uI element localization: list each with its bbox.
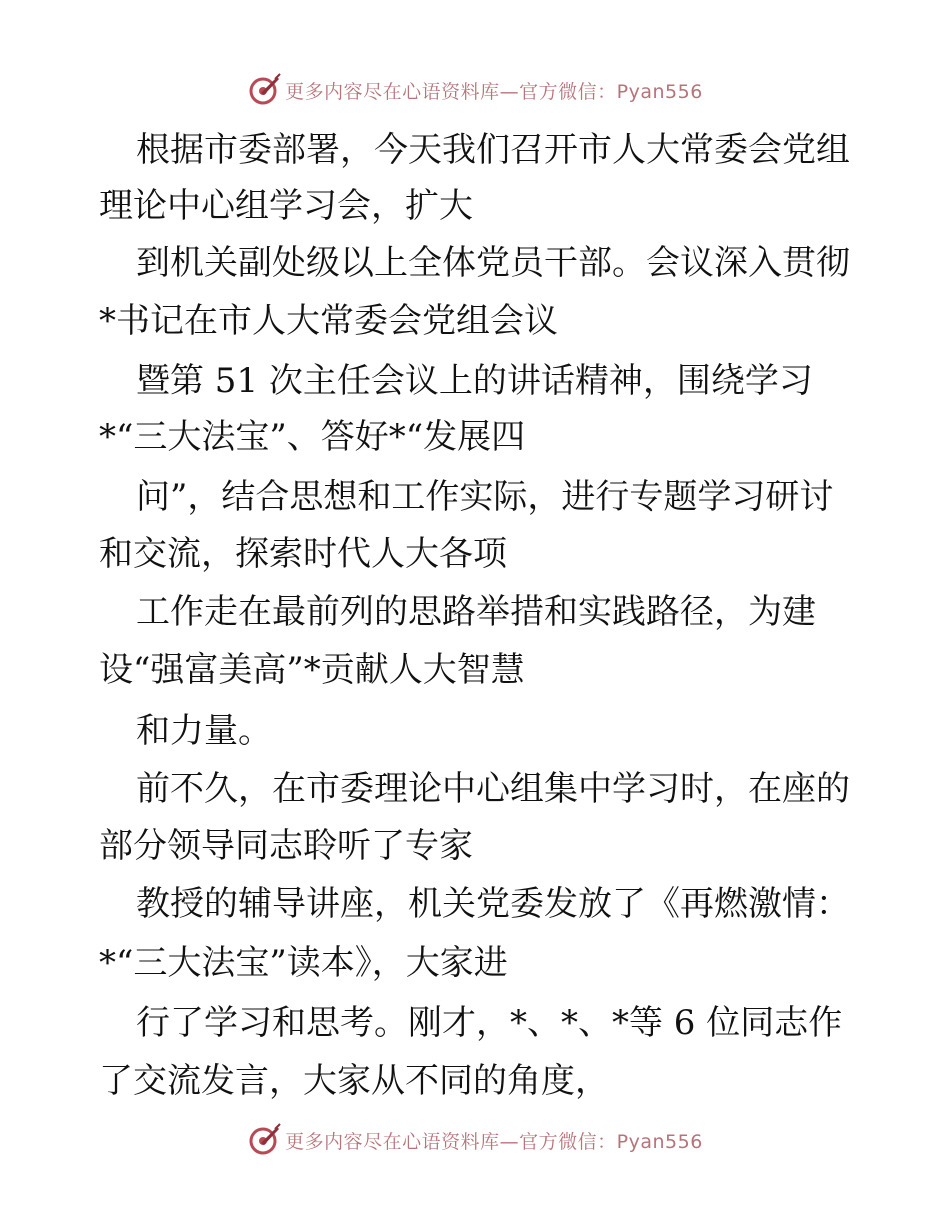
body-line: *“三大法宝”、答好*“发展四: [99, 417, 526, 457]
body-line: 理论中心组学习会，扩大: [99, 186, 473, 226]
body-line: 暨第 51 次主任会议上的讲话精神，围绕学习: [136, 361, 813, 401]
body-line: 到机关副处级以上全体党员干部。会议深入贯彻: [136, 243, 850, 283]
body-line: 和交流，探索时代人大各项: [99, 534, 507, 574]
body-line: 根据市委部署，今天我们召开市人大常委会党组: [136, 130, 850, 170]
body-line: 前不久，在市委理论中心组集中学习时，在座的: [136, 769, 850, 809]
body-line: 设“强富美高”*贡献人大智慧: [99, 650, 525, 690]
body-line: 和力量。: [136, 711, 272, 751]
body-line: 教授的辅导讲座，机关党委发放了《再燃激情：: [136, 884, 850, 924]
body-line: *书记在市人大常委会党组会议: [99, 301, 558, 341]
footer-banner-text: 更多内容尽在心语资料库—官方微信：Pyan556: [285, 1130, 703, 1153]
body-line: 行了学习和思考。刚才，*、*、*等 6 位同志作: [136, 1003, 843, 1043]
footer-banner: [0, 1118, 950, 1162]
quill-seal-icon: [247, 73, 281, 107]
quill-seal-icon: [247, 1123, 281, 1157]
header-banner-text: 更多内容尽在心语资料库—官方微信：Pyan556: [285, 80, 703, 103]
body-line: 问”，结合思想和工作实际，进行专题学习研讨: [136, 477, 834, 517]
header-banner: [0, 68, 950, 112]
body-line: *“三大法宝”读本》，大家进: [99, 943, 508, 983]
body-line: 了交流发言，大家从不同的角度，: [99, 1061, 609, 1101]
body-line: 工作走在最前列的思路举措和实践路径，为建: [136, 592, 816, 632]
body-line: 部分领导同志聆听了专家: [99, 826, 473, 866]
